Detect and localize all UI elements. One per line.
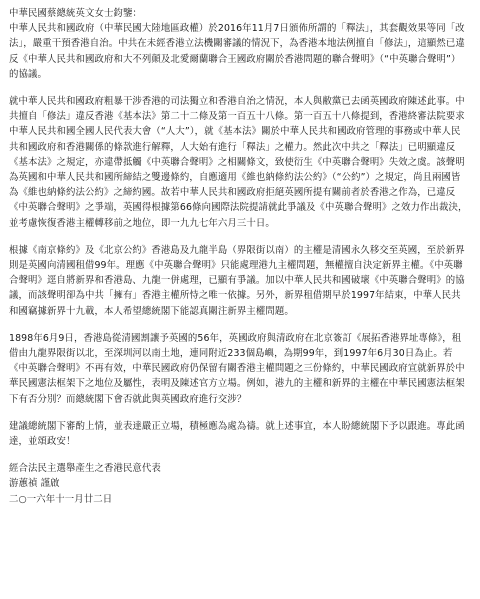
closing-signer: 游蕙禎 謹啟 (9, 478, 60, 490)
paragraph-4: 1898年6月9日，香港島從清國割讓予英國的56年，英國政府與清政府在北京簽訂《展拓香港界址專條》，租借由九龍界限街以北，至深圳河以南土地，連同附近233個島嶼，為期99年，到1997年6月30日為止。若《中英聯合聲明》不再有效，中華民國政府仍保留有關香港主權問題之三份條約，中華民國政府宣就新界於中華民國憲法框架下之地位及屬性，表明及陳述官方立場。例如，港九的主權和新界的主權在中華民國憲法框架下有否分別？而總統閣下會否就此與英國政府進行交涉？ (9, 332, 465, 405)
paragraph-gap (9, 449, 468, 461)
closing-date: 二○一六年十一月廿二日 (9, 493, 113, 505)
salutation: 中華民國蔡總統英文女士鈞鑒： (9, 8, 142, 19)
paragraph-1: 中華人民共和國政府（中華民國大陸地區政權）於2016年11月7日頒佈所謂的「釋法」，其套觀效果等同「改法」，嚴重干預香港自治。中共在未經香港立法機關審議的情況下，為香港本地法例擅自「修法」，這顯然已違反《中華人民共和國政府和大不列顛及北愛爾蘭聯合王國政府關於香港問題的聯合聲明》（“中英聯合聲明”）的協議。 (9, 23, 465, 80)
paragraph-2: 就中華人民共和國政府粗暴干涉香港的司法獨立和香港自治之情況，本人與敝黨已去函英國政府陳述此事。中共擅自「修法」違反香港《基本法》第二十二條及第一百五十八條。第一百五十八條提到，香港終審法院要求中華人民共和國全國人民代表大會（“人大”），就《基本法》關於中華人民共和國政府管理的事務或中華人民共和國政府和香港關係的條款進行解釋，人大始有進行「釋法」之權力。然此次中共之「釋法」已明顯違反《基本法》之規定，亦違帶抵觸《中英聯合聲明》之相關條文，致使衍生《中英聯合聲明》失效之虞。該聲明為英國和中華人民共和國所締結之雙邊條約，自應適用《維也納條約法公約》（“公約”）之規定，尚且兩國皆為《維也納條約法公約》之締約國。故若中華人民共和國政府拒絕英國所提有關前者於香港之作為，已違反《中英聯合聲明》之爭端，英國得根據第66條向國際法院提請就此爭議及《中英聯合聲明》之效力作出裁決，並考慮恢復香港主權轉移前之地位，即一九九七年六月三十日。 (9, 96, 468, 229)
paragraph-gap (9, 407, 468, 419)
paragraph-gap (9, 319, 468, 331)
paragraph-3: 根據《南京條約》及《北京公約》香港島及九龍半島（界限街以南）的主權是清國永久移交至英國，至於新界則是英國向清國租借99年。理應《中英聯合聲明》只能處理港九主權問題，無權擅自決定新界主權。《中英聯合聲明》逕自將新界和香港島、九龍一併處理，已顯有爭議。加以中華人民共和國破壞《中英聯合聲明》的協議，而該聲明卻為中共「擁有」香港主權所恃之唯一依據。另外，新界租借期早於1997年結束，中華人民共和國竊據新界十九載，本人希望總統閣下能認真關注新界主權問題。 (9, 244, 465, 317)
closing-block (9, 461, 468, 507)
paragraph-5: 建議總統閣下審酌上情，並表達嚴正立場，積極應為處為禱。就上述事宜，本人盼總統閣下予以跟進。專此函達，並頌政安！ (9, 420, 465, 448)
paragraph-gap (9, 82, 468, 94)
closing-organization: 經合法民主選舉產生之香港民意代表 (9, 463, 161, 475)
paragraph-gap (9, 231, 468, 243)
